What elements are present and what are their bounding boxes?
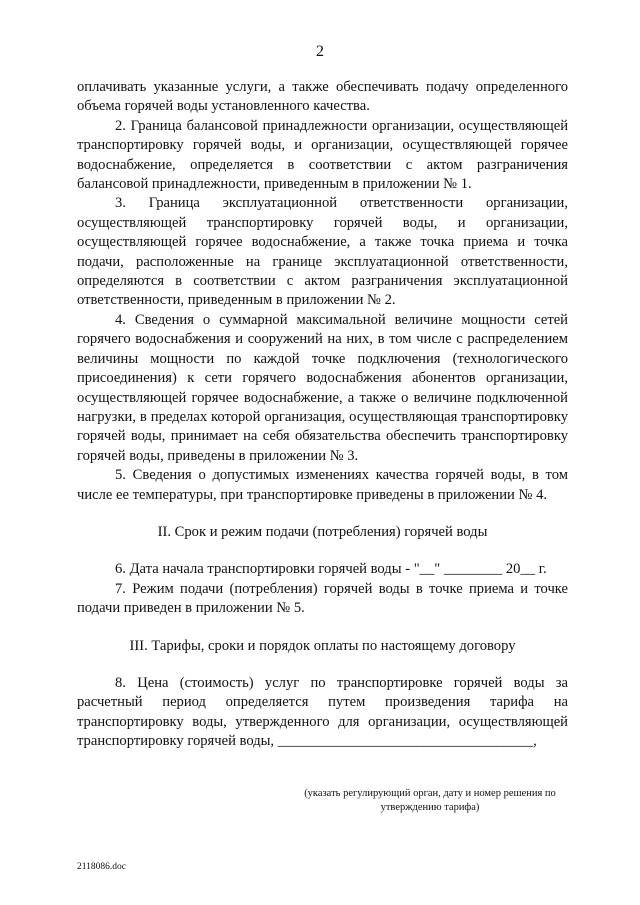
section-heading-3: III. Тарифы, сроки и порядок оплаты по настоящему договору xyxy=(129,637,516,654)
page-number: 2 xyxy=(316,43,324,60)
paragraph-2-balance-boundary: 2. Граница балансовой принадлежности организации, осуществляющей транспортировку горячей воды, и организации, осуществляющей горячее водоснабжение, определяется в соответствии с актом разграничения балансовой принадлежности, приведенным в приложении № 1. xyxy=(77,117,568,193)
spacer xyxy=(77,542,568,560)
file-name-footer: 2118086.doc xyxy=(77,862,126,872)
paragraph-8-price: 8. Цена (стоимость) услуг по транспортировке горячей воды за расчетный период определяется путем произведения тарифа на транспортировку воды, утвержденного для организации, осуществляющей транспортировку горячей воды, ___________________________________, xyxy=(77,674,568,750)
spacer xyxy=(77,619,568,637)
document-body xyxy=(77,78,568,752)
spacer xyxy=(77,505,568,523)
paragraph-continuation: оплачивать указанные услуги, а также обеспечивать подачу определенного объема горячей воды установленного качества. xyxy=(77,79,568,115)
paragraph-7-supply-mode: 7. Режим подачи (потребления) горячей воды в точке приема и точке подачи приведен в приложении № 5. xyxy=(77,580,568,617)
paragraph-3-operational-boundary: 3. Граница эксплуатационной ответственности организации, осуществляющей транспортировку горячей воды, и организации, осуществляющей горячее водоснабжение, а также точка приема и точка подачи, расположенные на границе эксплуатационной ответственности, определяются в соответствии с актом разграничения эксплуатационной ответственности, приведенным в приложении № 2. xyxy=(77,195,568,309)
section-heading-2: II. Срок и режим подачи (потребления) горячей воды xyxy=(157,523,488,540)
fill-in-note: (указать регулирующий орган, дату и номер решения по утверждению тарифа) xyxy=(304,788,556,813)
paragraph-6-start-date: 6. Дата начала транспортировки горячей воды - "__" ________ 20__ г. xyxy=(115,561,547,578)
paragraph-4-capacity-info: 4. Сведения о суммарной максимальной величине мощности сетей горячего водоснабжения и сооружений на них, в том числе с распределением величины мощности по каждой точке подключения (технологического присоединения) к сети горячего водоснабжения абонентов организации, осуществляющей горячее водоснабжение, а также о величине подключенной нагрузки, в пределах которой организация, осуществляющая транспортировку горячей воды, принимает на себя обязательства обеспечить транспортировку горячей воды, приведены в приложении № 3. xyxy=(77,311,568,464)
paragraph-5-quality-changes: 5. Сведения о допустимых изменениях качества горячей воды, в том числе ее температуры, при транспортировке приведены в приложении № 4. xyxy=(77,467,568,503)
spacer xyxy=(77,656,568,674)
